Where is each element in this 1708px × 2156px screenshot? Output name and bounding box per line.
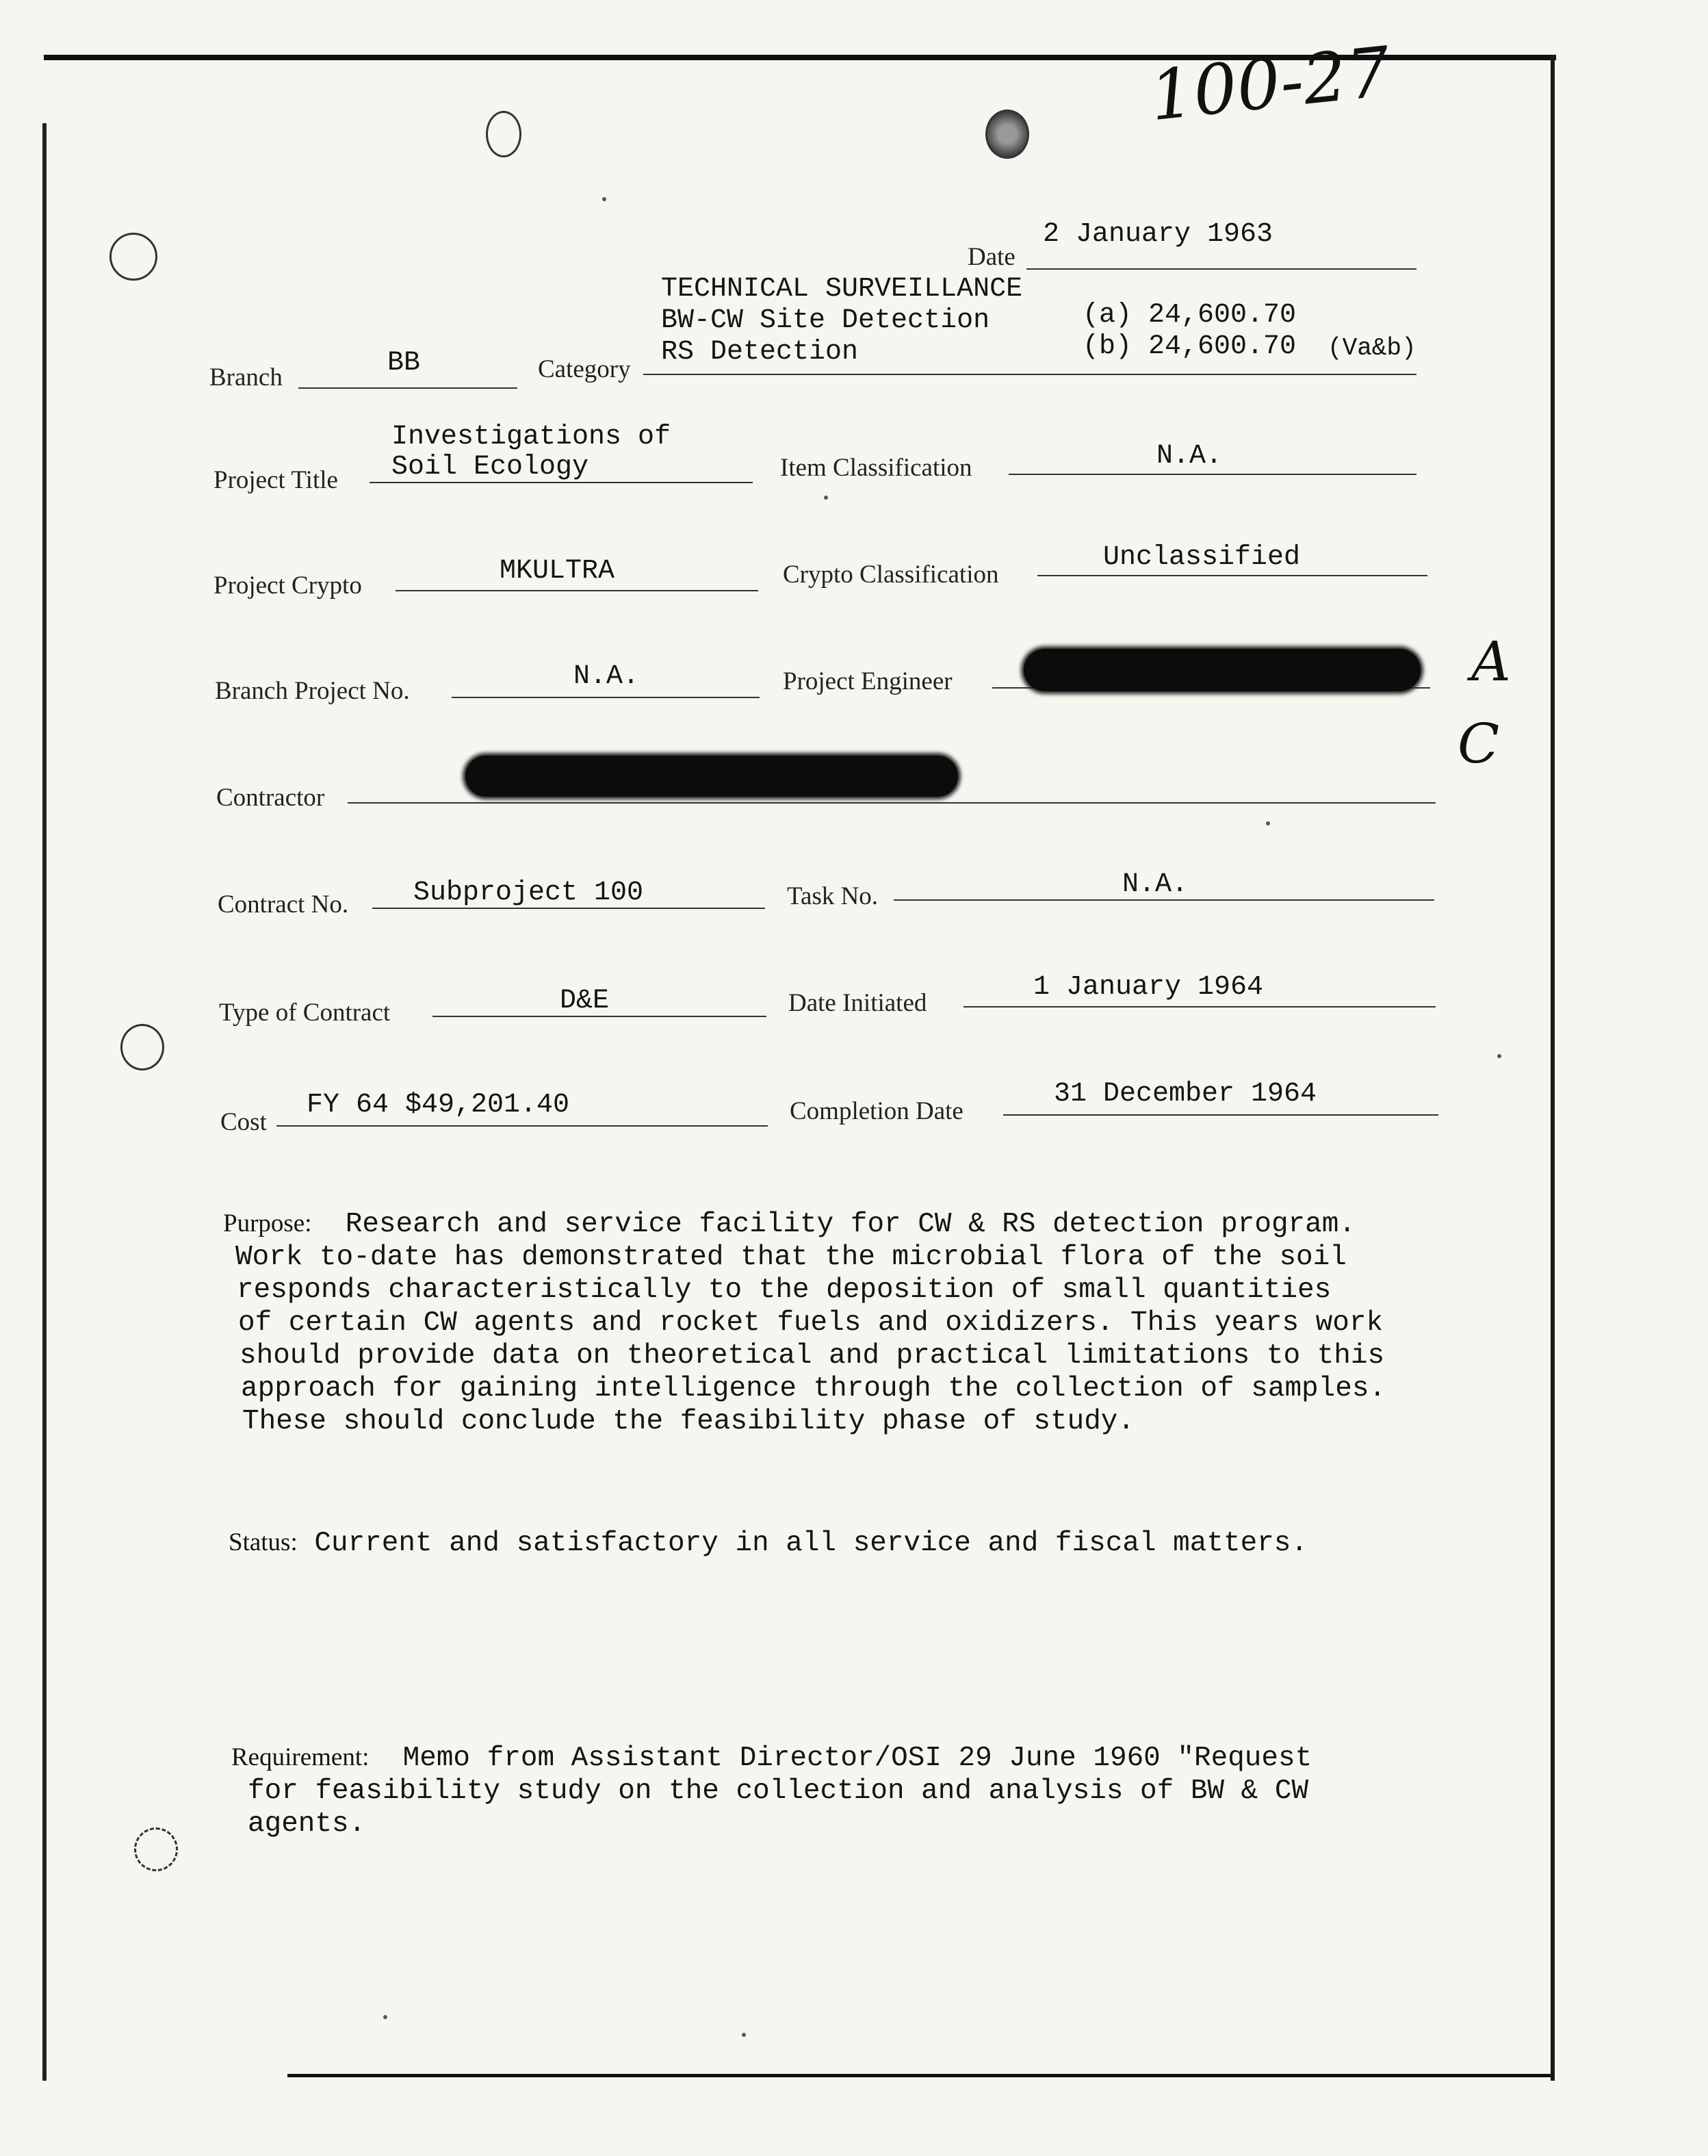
item-classification-label: Item Classification [780, 454, 972, 482]
branch-project-no-label: Branch Project No. [215, 677, 410, 705]
requirement-line-2: for feasibility study on the collection and analysis of BW & CW [248, 1775, 1309, 1807]
type-of-contract-value: D&E [560, 986, 610, 1016]
scan-speck [1266, 821, 1270, 825]
handwritten-letter-a: A [1471, 630, 1511, 693]
project-title-line-1: Investigations of [391, 422, 671, 452]
scan-border-left [42, 123, 47, 2081]
crypto-classification-line [1037, 575, 1427, 576]
scan-speck [383, 2015, 387, 2019]
requirement-line-1: Memo from Assistant Director/OSI 29 June 1960 "Request [402, 1743, 1312, 1774]
punch-hole [486, 111, 521, 157]
cost-label: Cost [220, 1108, 267, 1136]
purpose-line-1: Research and service facility for CW & RS detection program. [345, 1209, 1356, 1240]
branch-line [298, 387, 517, 389]
amount-note: (Va&b) [1328, 334, 1416, 362]
date-line [1026, 268, 1416, 270]
category-line-2: BW-CW Site Detection [661, 305, 990, 336]
completion-date-label: Completion Date [790, 1097, 963, 1125]
purpose-section [223, 1207, 1523, 1438]
contractor-line [348, 802, 1436, 804]
completion-date-line [1003, 1114, 1438, 1116]
date-value: 2 January 1963 [1043, 219, 1273, 250]
handwritten-file-number: 100-27 [1146, 31, 1395, 137]
handwritten-letter-c: C [1458, 712, 1500, 775]
item-classification-value: N.A. [1156, 441, 1223, 472]
cost-value: FY 64 $49,201.40 [307, 1090, 570, 1120]
date-initiated-value: 1 January 1964 [1033, 972, 1264, 1003]
branch-label: Branch [209, 363, 283, 392]
contractor-redaction [465, 756, 958, 797]
project-title-line-2: Soil Ecology [391, 452, 589, 483]
requirement-line-3: agents. [248, 1808, 366, 1840]
requirement-section [231, 1741, 1531, 1840]
crypto-classification-label: Crypto Classification [783, 561, 999, 589]
scan-speck [1497, 1054, 1501, 1058]
project-title-label: Project Title [214, 466, 338, 494]
task-no-value: N.A. [1122, 869, 1189, 900]
project-engineer-redaction [1024, 649, 1421, 691]
contract-no-label: Contract No. [218, 890, 349, 919]
punch-hole [134, 1827, 178, 1871]
status-label: Status: [229, 1528, 298, 1556]
type-of-contract-label: Type of Contract [219, 999, 391, 1027]
project-title-line [370, 482, 753, 483]
status-text: Current and satisfactory in all service and fiscal matters. [314, 1528, 1308, 1559]
requirement-label: Requirement: [231, 1743, 370, 1771]
purpose-line-5: should provide data on theoretical and practical limitations to this [240, 1340, 1385, 1372]
crypto-classification-value: Unclassified [1103, 542, 1301, 573]
contract-no-value: Subproject 100 [413, 877, 644, 908]
scan-speck [824, 496, 828, 500]
date-initiated-label: Date Initiated [788, 989, 927, 1017]
purpose-line-7: These should conclude the feasibility phase of study. [242, 1406, 1135, 1437]
date-label: Date [968, 243, 1015, 271]
contractor-label: Contractor [216, 784, 325, 812]
date-initiated-line [963, 1006, 1436, 1008]
amount-b: (b) 24,600.70 [1083, 331, 1297, 362]
purpose-line-6: approach for gaining intelligence through the collection of samples. [241, 1373, 1386, 1404]
item-classification-line [1009, 474, 1416, 475]
project-crypto-line [396, 590, 758, 591]
punch-hole [109, 233, 157, 281]
project-crypto-label: Project Crypto [214, 572, 362, 600]
category-line [643, 374, 1416, 375]
cost-line [276, 1125, 768, 1127]
branch-project-no-line [452, 697, 760, 698]
status-section [229, 1526, 1308, 1560]
category-line-3: RS Detection [661, 337, 859, 368]
project-engineer-label: Project Engineer [783, 667, 953, 695]
scan-border-bottom [287, 2074, 1553, 2077]
category-line-1: TECHNICAL SURVEILLANCE [661, 274, 1023, 305]
branch-value: BB [387, 348, 421, 378]
amount-a: (a) 24,600.70 [1083, 300, 1297, 331]
project-crypto-value: MKULTRA [500, 556, 615, 587]
purpose-line-3: responds characteristically to the deposition of small quantities [237, 1274, 1332, 1306]
purpose-line-4: of certain CW agents and rocket fuels and oxidizers. This years work [238, 1307, 1384, 1339]
punch-hole [120, 1024, 164, 1070]
branch-project-no-value: N.A. [573, 661, 640, 692]
purpose-label: Purpose: [223, 1209, 312, 1237]
task-no-label: Task No. [787, 882, 879, 910]
scan-border-right [1551, 55, 1555, 2081]
completion-date-value: 31 December 1964 [1054, 1079, 1317, 1109]
category-label: Category [538, 355, 631, 383]
punch-hole [985, 110, 1029, 159]
purpose-line-2: Work to-date has demonstrated that the microbial flora of the soil [235, 1242, 1347, 1273]
scan-speck [602, 197, 606, 201]
scan-speck [742, 2033, 746, 2037]
